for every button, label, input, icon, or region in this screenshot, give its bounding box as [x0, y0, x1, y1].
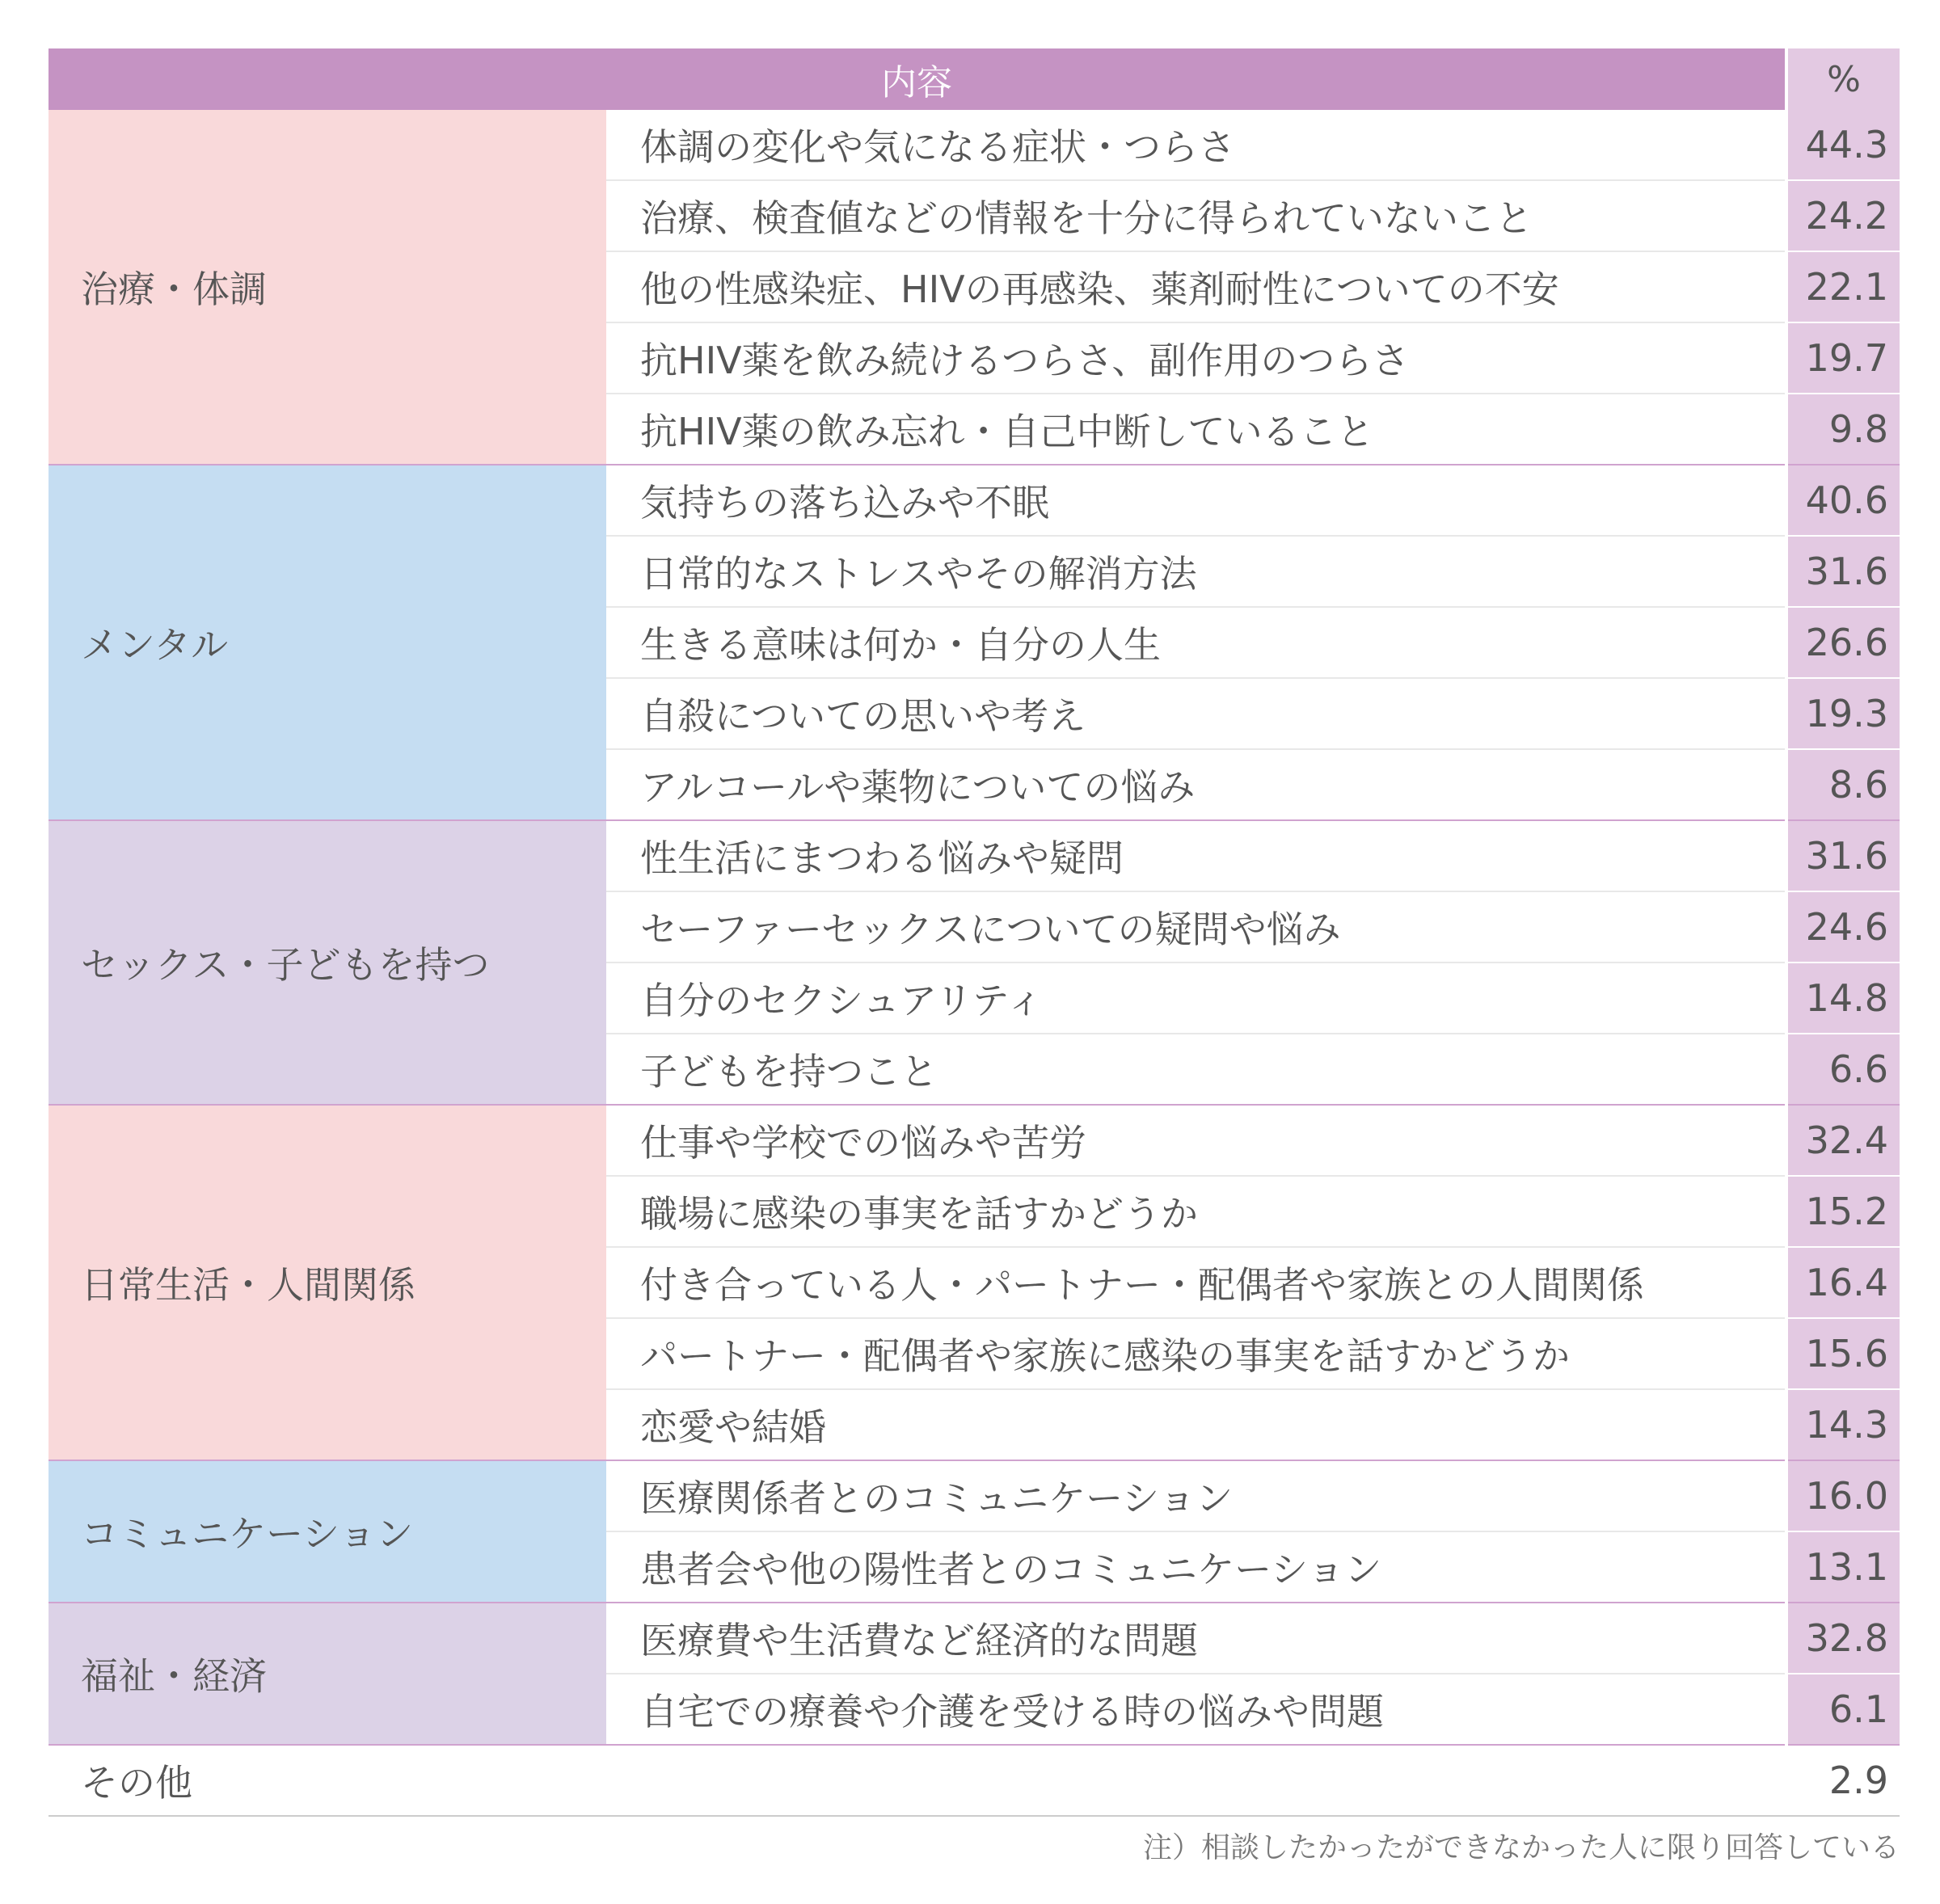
item-value: 32.4 — [1786, 1105, 1900, 1176]
item-label: 恋愛や結婚 — [606, 1389, 1786, 1460]
category-cell: セックス・子どもを持つ — [48, 820, 606, 1105]
item-value: 24.6 — [1786, 891, 1900, 963]
item-label: 他の性感染症、HIVの再感染、薬剤耐性についての不安 — [606, 251, 1786, 322]
item-value: 13.1 — [1786, 1531, 1900, 1603]
category-cell: メンタル — [48, 465, 606, 820]
item-value: 44.3 — [1786, 110, 1900, 180]
item-label: 子どもを持つこと — [606, 1034, 1786, 1105]
item-label: 患者会や他の陽性者とのコミュニケーション — [606, 1531, 1786, 1603]
header-content: 内容 — [48, 48, 1786, 110]
table-row — [48, 1105, 1900, 1176]
category-cell: 福祉・経済 — [48, 1603, 606, 1745]
item-value: 40.6 — [1786, 465, 1900, 536]
item-value: 26.6 — [1786, 607, 1900, 678]
category-cell: 治療・体調 — [48, 110, 606, 465]
item-label: 職場に感染の事実を話すかどうか — [606, 1176, 1786, 1247]
table-row — [48, 1460, 1900, 1531]
item-value: 6.6 — [1786, 1034, 1900, 1105]
item-value: 31.6 — [1786, 820, 1900, 891]
consultation-table — [48, 48, 1900, 1817]
item-label: 付き合っている人・パートナー・配偶者や家族との人間関係 — [606, 1247, 1786, 1318]
item-value: 19.3 — [1786, 678, 1900, 749]
item-value: 31.6 — [1786, 536, 1900, 607]
item-value: 24.2 — [1786, 180, 1900, 251]
item-label: 仕事や学校での悩みや苦労 — [606, 1105, 1786, 1176]
item-label: パートナー・配偶者や家族に感染の事実を話すかどうか — [606, 1318, 1786, 1389]
item-value: 6.1 — [1786, 1674, 1900, 1745]
item-value: 14.3 — [1786, 1389, 1900, 1460]
table-row — [48, 1603, 1900, 1674]
consultation-table-container — [48, 48, 1900, 1817]
category-cell: 日常生活・人間関係 — [48, 1105, 606, 1460]
item-value: 16.0 — [1786, 1460, 1900, 1531]
item-value: 19.7 — [1786, 322, 1900, 394]
item-label: 自宅での療養や介護を受ける時の悩みや問題 — [606, 1674, 1786, 1745]
footnote: 注）相談したかったができなかった人に限り回答している — [1142, 1831, 1900, 1864]
item-label: 治療、検査値などの情報を十分に得られていないこと — [606, 180, 1786, 251]
item-label: 体調の変化や気になる症状・つらさ — [606, 110, 1786, 180]
item-value: 9.8 — [1786, 394, 1900, 465]
header-percent: % — [1786, 48, 1900, 110]
item-label: 自殺についての思いや考え — [606, 678, 1786, 749]
item-label: 日常的なストレスやその解消方法 — [606, 536, 1786, 607]
item-label: アルコールや薬物についての悩み — [606, 749, 1786, 820]
item-value: 22.1 — [1786, 251, 1900, 322]
item-value: 14.8 — [1786, 963, 1900, 1034]
table-row — [48, 820, 1900, 891]
category-cell: コミュニケーション — [48, 1460, 606, 1603]
table-row-other — [48, 1745, 1900, 1816]
item-value: 15.2 — [1786, 1176, 1900, 1247]
item-label: 気持ちの落ち込みや不眠 — [606, 465, 1786, 536]
item-value: 8.6 — [1786, 749, 1900, 820]
table-header-row — [48, 48, 1900, 110]
item-label: 抗HIV薬を飲み続けるつらさ、副作用のつらさ — [606, 322, 1786, 394]
item-value: 15.6 — [1786, 1318, 1900, 1389]
item-label: 抗HIV薬の飲み忘れ・自己中断していること — [606, 394, 1786, 465]
table-row — [48, 110, 1900, 180]
item-label: 医療費や生活費など経済的な問題 — [606, 1603, 1786, 1674]
item-label: 性生活にまつわる悩みや疑問 — [606, 820, 1786, 891]
item-label: 自分のセクシュアリティ — [606, 963, 1786, 1034]
other-value: 2.9 — [1786, 1745, 1900, 1816]
item-label: セーファーセックスについての疑問や悩み — [606, 891, 1786, 963]
other-label: その他 — [48, 1745, 1786, 1816]
table-row — [48, 465, 1900, 536]
item-value: 16.4 — [1786, 1247, 1900, 1318]
item-label: 生きる意味は何か・自分の人生 — [606, 607, 1786, 678]
item-label: 医療関係者とのコミュニケーション — [606, 1460, 1786, 1531]
item-value: 32.8 — [1786, 1603, 1900, 1674]
